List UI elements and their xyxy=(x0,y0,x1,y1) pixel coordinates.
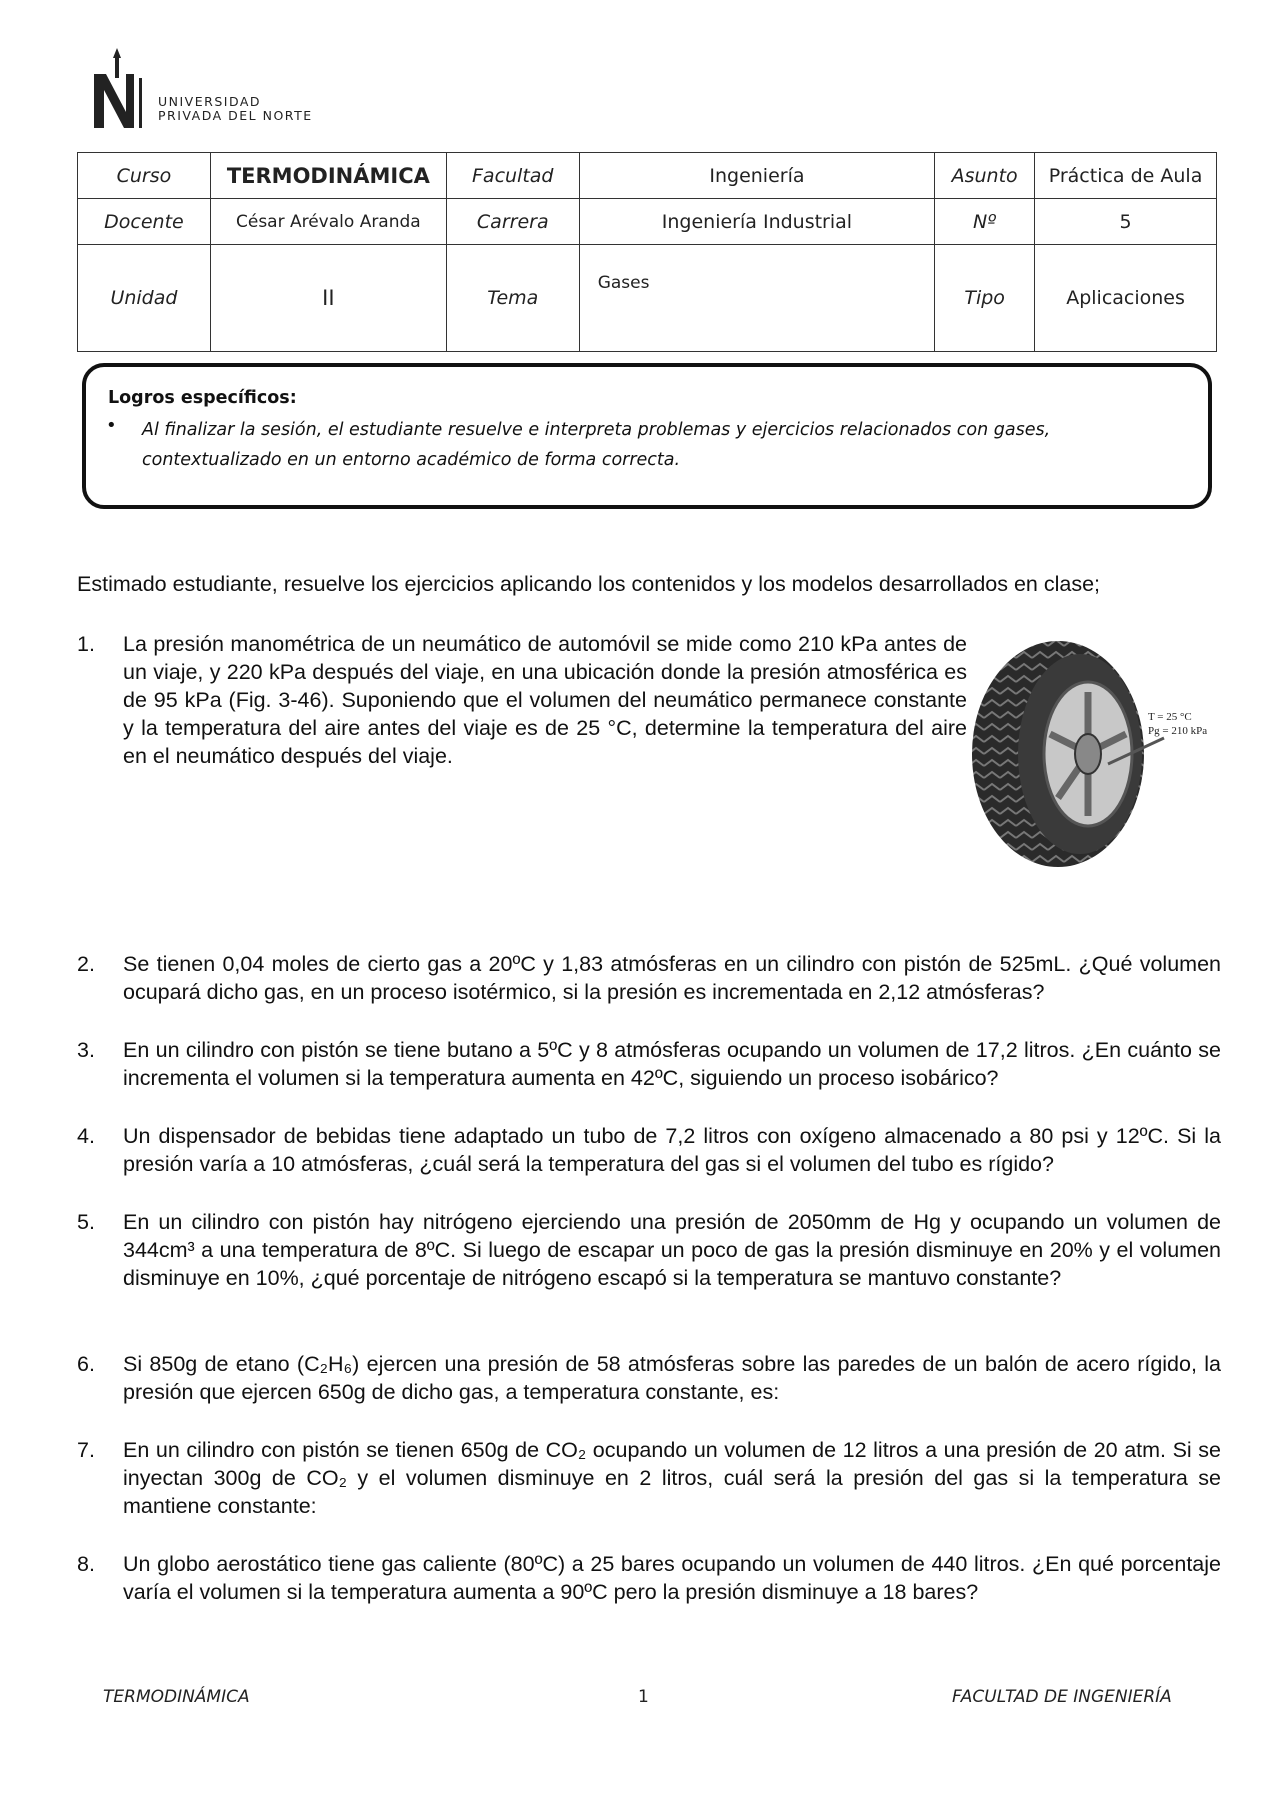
table-row xyxy=(78,153,1217,199)
unidad-value: II xyxy=(210,245,446,352)
question-text: La presión manométrica de un neumático de automóvil se mide como 210 kPa antes de un viaje, y 220 kPa después del viaje, en una ubicación donde la presión atmosférica es de 95 kPa (Fig. 3-46). Suponiendo que el volumen del neumático permanece constante y la temperatura del aire antes del viaje es de 25 °C, determine la temperatura del aire en el neumático después del viaje. xyxy=(123,632,967,768)
logros-text: Al finalizar la sesión, el estudiante resuelve e interpreta problemas y ejercicios relacionados con gases, contextualizado en un entorno académico de forma correcta. xyxy=(142,420,1051,470)
question-number: 4. xyxy=(77,1124,95,1148)
university-logo-icon xyxy=(84,44,154,130)
question-number: 6. xyxy=(77,1352,95,1376)
logo-line-1: UNIVERSIDAD xyxy=(158,94,262,109)
numero-value: 5 xyxy=(1035,199,1217,245)
question-number: 3. xyxy=(77,1038,95,1062)
carrera-label: Carrera xyxy=(446,199,579,245)
question-number: 5. xyxy=(77,1210,95,1234)
unidad-label: Unidad xyxy=(78,245,211,352)
table-row xyxy=(78,245,1217,352)
logros-box xyxy=(82,363,1212,509)
logo-line-2: PRIVADA DEL NORTE xyxy=(158,108,313,123)
question-text: En un cilindro con pistón se tienen 650g de CO₂ ocupando un volumen de 12 litros a una presión de 20 atm. Si se inyectan 300g de CO₂ y el volumen disminuye en 2 litros, cuál será la presión del gas si la temperatura se mantiene constante: xyxy=(123,1438,1221,1518)
question-text: Un globo aerostático tiene gas caliente (80ºC) a 25 bares ocupando un volumen de 440 litros. ¿En qué porcentaje varía el volumen si la temperatura aumenta a 90ºC pero la presión disminuye a 18 bares? xyxy=(123,1552,1221,1604)
page-number: 1 xyxy=(638,1687,649,1707)
table-row xyxy=(78,199,1217,245)
intro-text: Estimado estudiante, resuelve los ejercicios aplicando los contenidos y los modelos desarrollados en clase; xyxy=(77,572,1101,596)
question-text: En un cilindro con pistón se tiene butano a 5ºC y 8 atmósferas ocupando un volumen de 17,2 litros. ¿En cuánto se incrementa el volumen si la temperatura aumenta en 42ºC, siguiendo un proceso isobárico? xyxy=(123,1038,1221,1090)
curso-label: Curso xyxy=(78,153,211,199)
asunto-label: Asunto xyxy=(935,153,1035,199)
tipo-value: Aplicaciones xyxy=(1035,245,1217,352)
wheel-hub xyxy=(1075,734,1101,774)
facultad-label: Facultad xyxy=(446,153,579,199)
university-logo xyxy=(80,40,340,135)
logo-text xyxy=(158,95,313,123)
course-info-table xyxy=(77,152,1217,352)
docente-label: Docente xyxy=(78,199,211,245)
question-text: Un dispensador de bebidas tiene adaptado un tubo de 7,2 litros con oxígeno almacenado a 80 psi y 12ºC. Si la presión varía a 10 atmósferas, ¿cuál será la temperatura del gas si el volumen del tubo es rígido? xyxy=(123,1124,1221,1176)
question-text: Si 850g de etano (C₂H₆) ejercen una presión de 58 atmósferas sobre las paredes de un balón de acero rígido, la presión que ejercen 650g de dicho gas, a temperatura constante, es: xyxy=(123,1352,1221,1404)
footer-left: TERMODINÁMICA xyxy=(103,1687,250,1707)
carrera-value: Ingeniería Industrial xyxy=(579,199,934,245)
label-temperature: T = 25 °C xyxy=(1148,711,1192,723)
curso-value: TERMODINÁMICA xyxy=(210,153,446,199)
question-text: Se tienen 0,04 moles de cierto gas a 20ºC y 1,83 atmósferas en un cilindro con pistón de 525mL. ¿Qué volumen ocupará dicho gas, en un proceso isotérmico, si la presión es incrementada en 2,12 atmósferas? xyxy=(123,952,1221,1004)
tipo-label: Tipo xyxy=(935,245,1035,352)
question-number: 8. xyxy=(77,1552,95,1576)
numero-label: Nº xyxy=(935,199,1035,245)
logros-title: Logros específicos: xyxy=(108,388,297,408)
label-pressure: Pg = 210 kPa xyxy=(1148,725,1208,737)
tire-figure xyxy=(968,638,1218,870)
tema-value: Gases xyxy=(579,245,934,352)
docente-value: César Arévalo Aranda xyxy=(210,199,446,245)
question-text: En un cilindro con pistón hay nitrógeno ejerciendo una presión de 2050mm de Hg y ocupando un volumen de 344cm³ a una temperatura de 8ºC. Si luego de escapar un poco de gas la presión disminuye en 20% y el volumen disminuye en 10%, ¿qué porcentaje de nitrógeno escapó si la temperatura se mantuvo constante? xyxy=(123,1210,1221,1290)
bullet-icon: • xyxy=(106,415,117,436)
question-number: 1. xyxy=(77,632,95,656)
footer-right: FACULTAD DE INGENIERÍA xyxy=(952,1687,1172,1707)
tema-label: Tema xyxy=(446,245,579,352)
facultad-value: Ingeniería xyxy=(579,153,934,199)
asunto-value: Práctica de Aula xyxy=(1035,153,1217,199)
question-number: 2. xyxy=(77,952,95,976)
question-number: 7. xyxy=(77,1438,95,1462)
